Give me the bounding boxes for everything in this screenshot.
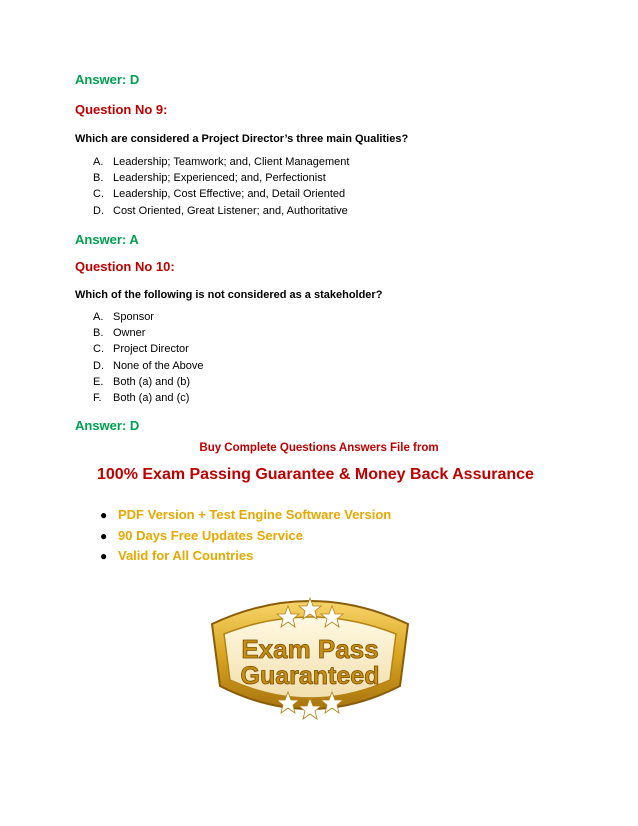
question-9-prompt: Which are considered a Project Director’s three main Qualities? — [75, 133, 409, 145]
exam-pass-guaranteed-badge — [200, 584, 420, 724]
option-text: Leadership; Teamwork; and, Client Management — [113, 156, 350, 168]
question-9-heading: Question No 9: — [75, 102, 168, 117]
feature-text: 90 Days Free Updates Service — [118, 527, 303, 543]
option-text: Owner — [113, 327, 146, 340]
option-text: Cost Oriented, Great Listener; and, Authoritative — [113, 204, 348, 217]
feature-text: Valid for All Countries — [118, 548, 254, 563]
option-letter: B. — [93, 327, 104, 340]
option-letter: B. — [93, 172, 104, 185]
answer-question-9: Answer: A — [75, 232, 139, 247]
question-10-options — [93, 309, 204, 406]
option-letter: C. — [93, 343, 104, 356]
option-item — [93, 374, 204, 390]
feature-item — [100, 546, 391, 567]
option-letter: A. — [93, 156, 104, 168]
option-item — [93, 186, 349, 202]
option-text: Leadership, Cost Effective; and, Detail Oriented — [113, 188, 346, 201]
option-letter: D. — [93, 359, 104, 372]
answer-question-10: Answer: D — [75, 418, 140, 433]
option-text: Sponsor — [113, 311, 154, 323]
option-item — [93, 325, 204, 341]
option-text: Both (a) and (c) — [113, 391, 190, 404]
option-item — [93, 203, 349, 219]
bullet-icon: ● — [100, 508, 108, 522]
guarantee-heading: 100% Exam Passing Guarantee & Money Back Assurance — [97, 466, 534, 483]
bullet-icon: ● — [100, 549, 108, 563]
answer-question-8: Answer: D — [75, 72, 140, 87]
question-10-prompt: Which of the following is not considered as a stakeholder? — [75, 289, 383, 301]
option-text: Project Director — [113, 343, 189, 356]
badge-line2: Guaranteed — [240, 662, 380, 690]
option-item — [93, 341, 204, 357]
question-10-heading: Question No 10: — [75, 259, 175, 274]
feature-list — [100, 505, 391, 567]
question-9-options — [93, 154, 349, 219]
option-text: None of the Above — [113, 359, 204, 372]
buy-complete-file-link[interactable]: Buy Complete Questions Answers File from — [199, 442, 439, 454]
option-letter: A. — [93, 311, 104, 323]
option-letter: E. — [93, 375, 104, 388]
option-item — [93, 154, 349, 170]
option-item — [93, 309, 204, 325]
option-letter: D. — [93, 204, 104, 217]
bullet-icon: ● — [100, 528, 108, 543]
option-text: Both (a) and (b) — [113, 375, 191, 388]
feature-text: PDF Version + Test Engine Software Version — [118, 507, 392, 522]
feature-item — [100, 526, 391, 547]
option-text: Leadership; Experienced; and, Perfectionist — [113, 172, 326, 185]
option-item — [93, 358, 204, 374]
option-letter: C. — [93, 188, 104, 201]
option-item — [93, 170, 349, 186]
option-letter: F. — [93, 391, 102, 404]
badge-line1: Exam Pass — [241, 634, 379, 664]
option-item — [93, 390, 204, 406]
feature-item — [100, 505, 391, 526]
